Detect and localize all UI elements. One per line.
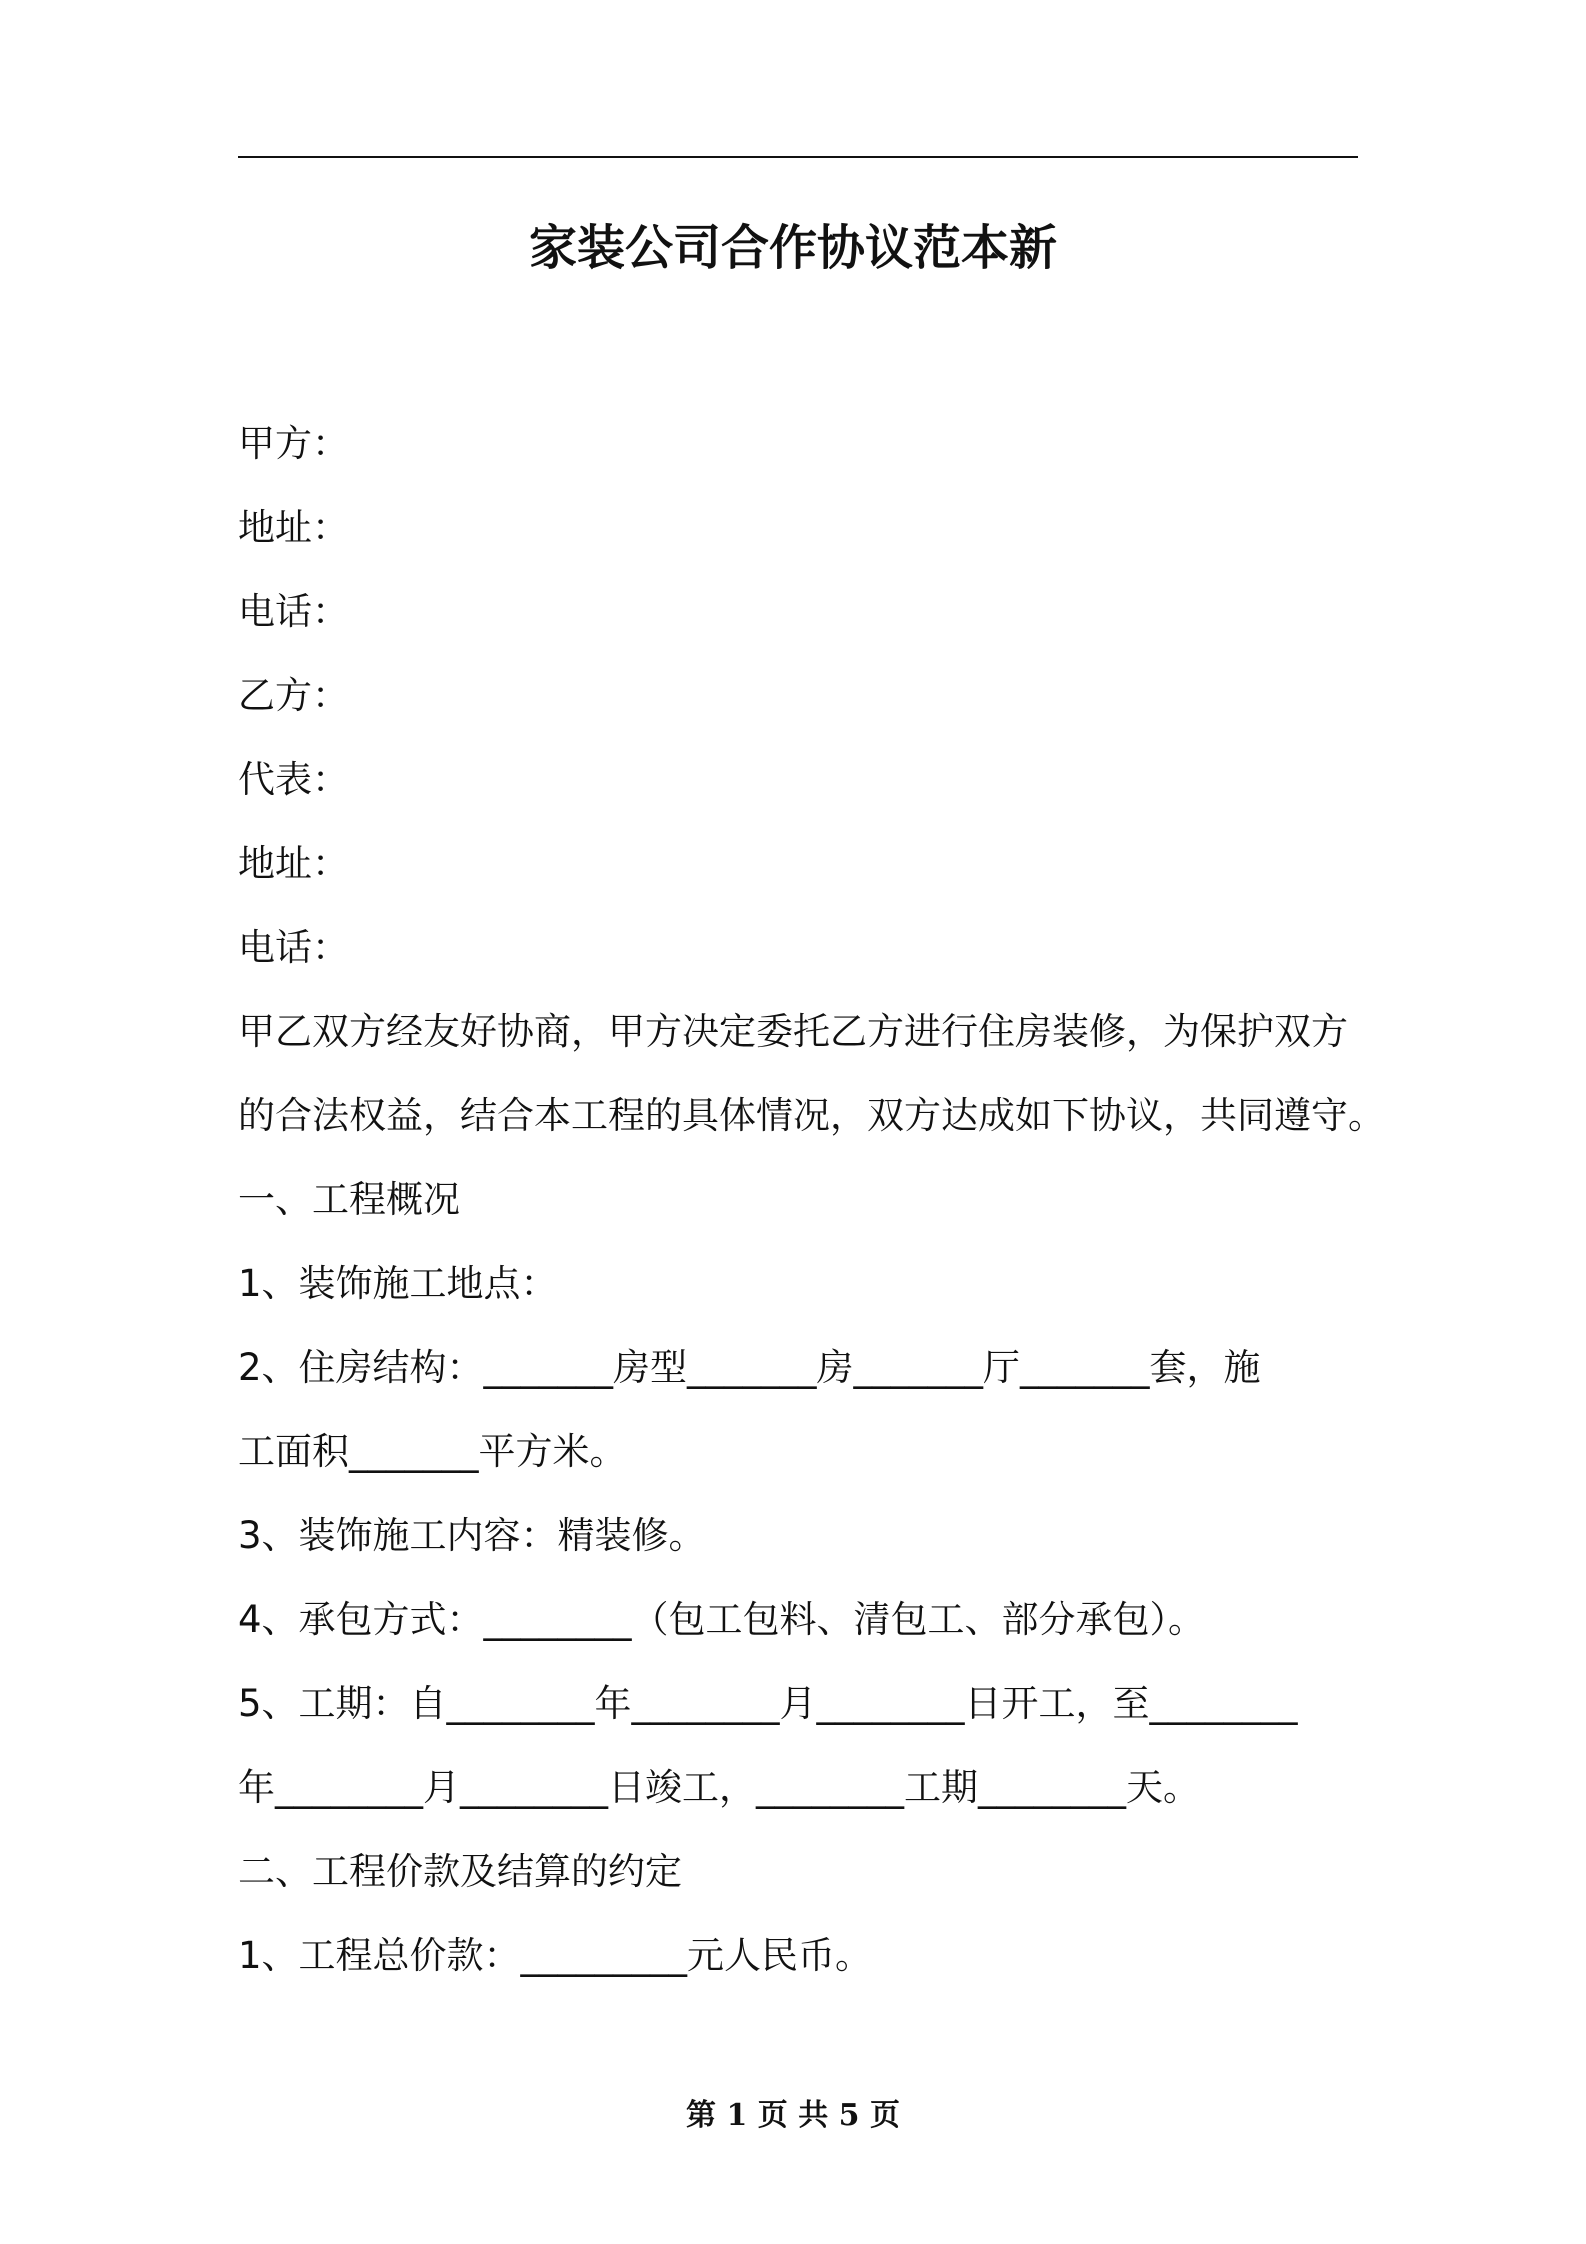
party-b-representative-line: 代表： [238, 758, 349, 801]
page-number-footer: 第 1 页 共 5 页 [686, 2098, 900, 2133]
clause-total-price: 1、工程总价款：_________元人民币。 [238, 1934, 873, 1977]
document-title: 家装公司合作协议范本新 [528, 220, 1057, 276]
party-b-line: 乙方： [238, 674, 349, 717]
clause-site-location: 1、装饰施工地点： [238, 1262, 558, 1305]
clause-schedule-cont: 年________月________日竣工，________工期________天。 [238, 1766, 1200, 1809]
clause-housing-structure-cont: 工面积_______平方米。 [238, 1430, 627, 1473]
party-b-address-line: 地址： [238, 842, 349, 885]
document-body [238, 402, 1385, 1998]
clause-contract-method: 4、承包方式：________（包工包料、清包工、部分承包）。 [238, 1598, 1206, 1641]
party-a-phone-line: 电话： [238, 590, 349, 633]
section-heading-price-settlement: 二、工程价款及结算的约定 [238, 1850, 682, 1893]
header-rule [238, 156, 1358, 158]
party-a-address-line: 地址： [238, 506, 349, 549]
preamble-line-2: 的合法权益，结合本工程的具体情况，双方达成如下协议，共同遵守。 [238, 1094, 1385, 1137]
clause-housing-structure: 2、住房结构：_______房型_______房_______厅_______套，施 [238, 1346, 1261, 1389]
clause-schedule: 5、工期：自________年________月________日开工，至________ [238, 1682, 1298, 1725]
party-a-line: 甲方： [238, 422, 349, 465]
section-heading-project-overview: 一、工程概况 [238, 1178, 460, 1221]
preamble-line-1: 甲乙双方经友好协商，甲方决定委托乙方进行住房装修，为保护双方 [238, 1010, 1348, 1053]
clause-construction-content: 3、装饰施工内容：精装修。 [238, 1514, 706, 1557]
party-b-phone-line: 电话： [238, 926, 349, 969]
